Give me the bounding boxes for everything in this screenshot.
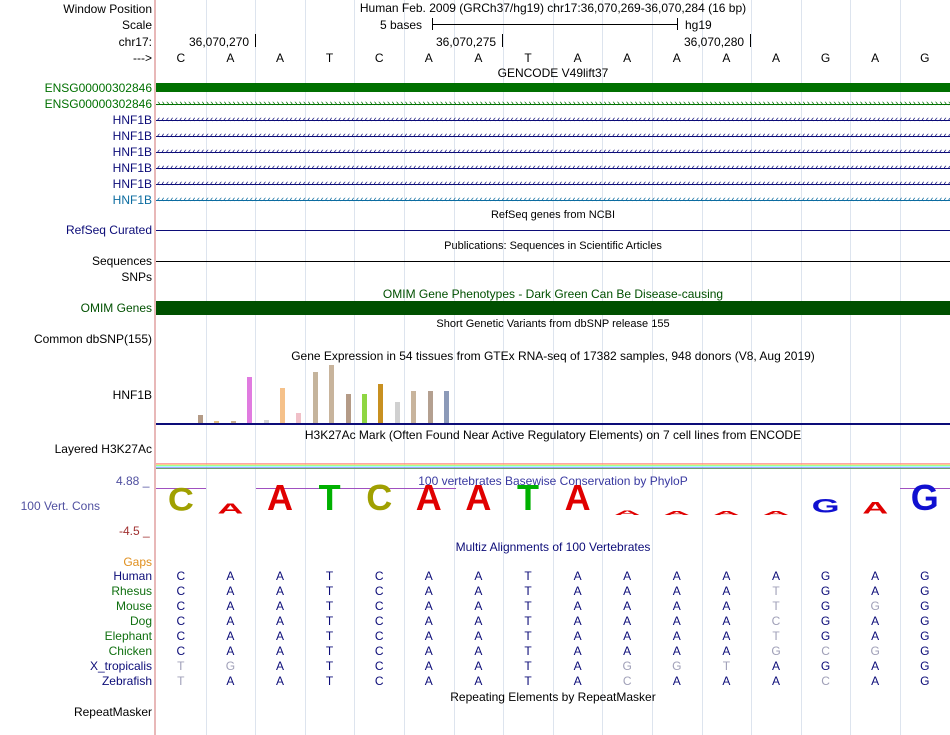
alignment-base: A [275, 614, 284, 628]
conservation-letter[interactable]: G [910, 477, 939, 518]
alignment-base: A [573, 614, 582, 628]
alignment-base: T [524, 674, 532, 688]
alignment-base: A [623, 599, 632, 613]
gaps-label[interactable]: Gaps [123, 555, 152, 569]
alignment-base: A [226, 584, 235, 598]
alignment-base: A [573, 569, 582, 583]
alignment-base: A [226, 644, 235, 658]
base-letter: A [573, 51, 582, 65]
alignment-base: T [524, 659, 532, 673]
alignment-base: A [871, 629, 880, 643]
alignment-base: A [424, 629, 433, 643]
alignment-base: A [275, 569, 284, 583]
h3k27ac-baseline [156, 468, 950, 469]
alignment-base: T [722, 659, 731, 673]
alignment-base: C [374, 674, 384, 688]
ruler-tick [255, 34, 256, 47]
alignment-base: T [524, 614, 532, 628]
alignment-base: A [275, 599, 284, 613]
alignment-base: A [722, 584, 731, 598]
alignment-base: T [325, 584, 334, 598]
conservation-letter[interactable]: G [811, 494, 840, 518]
alignment-base: A [722, 674, 731, 688]
publications-label[interactable]: Sequences [91, 254, 152, 268]
species-label[interactable]: Chicken [108, 644, 152, 658]
alignment-base: G [920, 599, 930, 613]
alignment-base: A [623, 569, 632, 583]
gencode-track-label[interactable]: ENSG00000302846 [44, 97, 152, 111]
alignment-base: T [325, 569, 334, 583]
alignment-base: A [275, 659, 284, 673]
alignment-base: A [871, 584, 880, 598]
alignment-base: A [226, 674, 235, 688]
base-letter: A [226, 51, 235, 65]
alignment-base: A [573, 599, 582, 613]
repeatmasker-label[interactable]: RepeatMasker [73, 705, 152, 719]
snps-label[interactable]: SNPs [121, 270, 152, 284]
conservation-letter[interactable]: A [415, 477, 442, 518]
base-letter: A [771, 51, 780, 65]
base-letter: A [623, 51, 632, 65]
species-label[interactable]: X_tropicalis [89, 659, 152, 673]
alignment-base: A [623, 614, 632, 628]
alignment-base: G [820, 584, 831, 598]
alignment-base: A [226, 569, 235, 583]
alignment-base: G [920, 629, 930, 643]
alignment-base: A [474, 584, 483, 598]
omim-feature[interactable] [156, 301, 950, 315]
alignment-base: G [622, 659, 632, 673]
alignment-base: A [623, 644, 632, 658]
conservation-letter[interactable]: C [366, 477, 393, 518]
alignment-base: A [623, 584, 632, 598]
species-label[interactable]: Elephant [104, 629, 152, 643]
alignment-base: G [771, 644, 781, 658]
alignment-base: G [920, 644, 930, 658]
alignment-base: A [474, 674, 483, 688]
alignment-base: C [374, 644, 384, 658]
alignment-base: A [474, 644, 483, 658]
base-letter: A [722, 51, 731, 65]
alignment-base: T [524, 644, 532, 658]
alignment-base: A [623, 629, 632, 643]
conservation-letter[interactable]: A [862, 498, 889, 517]
alignment-base: A [722, 644, 731, 658]
alignment-base: A [672, 599, 681, 613]
alignment-base: T [524, 569, 532, 583]
base-letter: A [672, 51, 681, 65]
alignment-base: C [374, 614, 384, 628]
base-letter: A [474, 51, 483, 65]
alignment-base: C [374, 584, 384, 598]
alignment-base: A [275, 584, 284, 598]
alignment-base: A [771, 569, 780, 583]
base-letter: T [325, 51, 334, 65]
h3k27ac-title[interactable]: H3K27Ac Mark (Often Found Near Active Regulatory Elements) on 7 cell lines from ENCODE [304, 428, 802, 442]
alignment-base: G [820, 599, 831, 613]
gene-feature[interactable] [156, 148, 950, 157]
conservation-title[interactable]: 100 vertebrates Basewise Conservation by PhyloP [418, 474, 688, 488]
gene-feature[interactable] [156, 196, 950, 205]
window-position-label: Window Position [63, 2, 152, 16]
gtex-chart[interactable] [156, 364, 950, 425]
base-letter: C [374, 51, 384, 65]
gene-feature[interactable] [156, 116, 950, 125]
alignment-base: A [424, 584, 433, 598]
conservation-letter[interactable]: C [167, 480, 194, 518]
gene-feature[interactable] [156, 100, 950, 109]
gtex-bar[interactable] [444, 391, 449, 423]
alignment-base: C [771, 614, 781, 628]
alignment-base: A [275, 629, 284, 643]
conservation-ymax: 4.88 _ [116, 474, 150, 488]
alignment-base: A [474, 629, 483, 643]
gencode-track-label[interactable]: HNF1B [112, 161, 152, 175]
alignment-base: G [225, 659, 236, 673]
alignment-base: C [176, 569, 186, 583]
alignment-base: C [176, 584, 186, 598]
gtex-bar[interactable] [296, 413, 301, 423]
base-letter: G [820, 51, 831, 65]
alignment-base: A [226, 629, 235, 643]
alignment-base: A [871, 569, 880, 583]
gtex-bar[interactable] [329, 365, 334, 423]
base-letter: A [275, 51, 284, 65]
conservation-letter[interactable]: A [217, 500, 244, 517]
refseq-label[interactable]: RefSeq Curated [65, 223, 152, 237]
gtex-bar[interactable] [378, 384, 383, 423]
alignment-base: A [474, 614, 483, 628]
gene-strand-line [156, 120, 950, 121]
ruler-position: 36,070,280 [684, 35, 745, 49]
conservation-letter[interactable]: T [517, 477, 539, 518]
alignment-base: C [374, 599, 384, 613]
gtex-bar[interactable] [264, 420, 269, 423]
conservation-label[interactable]: 100 Vert. Cons [20, 499, 100, 513]
gencode-track-label[interactable]: HNF1B [112, 113, 152, 127]
alignment-base: C [176, 644, 186, 658]
alignment-base: A [474, 569, 483, 583]
gtex-bar[interactable] [214, 421, 219, 423]
gencode-track-label[interactable]: HNF1B [112, 145, 152, 159]
gene-strand-line [156, 200, 950, 201]
dbsnp-label[interactable]: Common dbSNP(155) [33, 332, 152, 346]
omim-label[interactable]: OMIM Genes [80, 301, 152, 315]
alignment-base: A [871, 659, 880, 673]
alignment-base: G [920, 584, 930, 598]
alignment-base: A [424, 599, 433, 613]
alignment-base: T [325, 614, 334, 628]
gtex-bar[interactable] [313, 372, 318, 423]
gene-feature[interactable] [156, 83, 950, 92]
scale-assembly: hg19 [685, 18, 712, 32]
conservation-letter[interactable]: A [564, 477, 591, 518]
conservation-letter[interactable]: A [267, 477, 293, 518]
alignment-base: A [573, 674, 582, 688]
scale-bar [432, 18, 678, 30]
alignment-base: T [524, 629, 532, 643]
alignment-base: A [672, 584, 681, 598]
alignment-base: T [325, 674, 334, 688]
gtex-bar[interactable] [198, 415, 203, 423]
gtex-bar[interactable] [346, 394, 351, 423]
h3k27ac-signal[interactable] [156, 463, 950, 469]
gtex-title[interactable]: Gene Expression in 54 tissues from GTEx RNA-seq of 17382 samples, 948 donors (V8, Aug 2019) [291, 349, 815, 363]
gene-strand-line [156, 152, 950, 153]
gencode-track-label[interactable]: HNF1B [112, 129, 152, 143]
alignment-base: C [176, 599, 186, 613]
alignment-base: G [870, 599, 880, 613]
base-letter: C [176, 51, 186, 65]
alignment-base: C [176, 614, 186, 628]
alignment-base: A [672, 644, 681, 658]
refseq-line[interactable] [156, 230, 950, 231]
alignment-base: C [622, 674, 632, 688]
alignment-base: G [920, 659, 930, 673]
alignment-base: T [524, 584, 532, 598]
alignment-base: T [772, 599, 780, 613]
species-label[interactable]: Human [113, 569, 152, 583]
alignment-base: T [325, 659, 334, 673]
multiz-title[interactable]: Multiz Alignments of 100 Vertebrates [455, 540, 651, 554]
gtex-bar[interactable] [411, 391, 416, 423]
alignment-base: A [424, 614, 433, 628]
window-position-text: Human Feb. 2009 (GRCh37/hg19) chr17:36,070,269-36,070,284 (16 bp) [359, 1, 747, 15]
gtex-bar[interactable] [247, 377, 252, 423]
alignment-base: T [325, 599, 334, 613]
gtex-label[interactable]: HNF1B [112, 388, 152, 402]
alignment-base: A [424, 659, 433, 673]
gene-strand-line [156, 104, 950, 105]
alignment-base: T [325, 644, 334, 658]
publications-line[interactable] [156, 261, 950, 262]
gene-strand-line [156, 136, 950, 137]
alignment-base: G [820, 659, 831, 673]
alignment-base: A [573, 659, 582, 673]
alignment-base: A [573, 629, 582, 643]
base-letter: A [424, 51, 433, 65]
alignment-base: A [424, 674, 433, 688]
alignment-base: T [325, 629, 334, 643]
gencode-track-label[interactable]: HNF1B [112, 177, 152, 191]
alignment-base: T [524, 599, 532, 613]
alignment-base: A [672, 674, 681, 688]
alignment-base: C [374, 659, 384, 673]
alignment-base: A [275, 644, 284, 658]
alignment-base: C [176, 629, 186, 643]
repeatmasker-title[interactable]: Repeating Elements by RepeatMasker [450, 690, 656, 704]
gene-strand-line [156, 168, 950, 169]
strand-arrow-label: ---> [133, 51, 152, 65]
alignment-base: C [374, 569, 384, 583]
publications-title[interactable]: Publications: Sequences in Scientific Articles [444, 240, 662, 252]
alignment-base: A [871, 674, 880, 688]
conservation-letter[interactable]: A [614, 508, 641, 517]
alignment-base: T [772, 629, 780, 643]
alignment-base: C [821, 644, 830, 658]
alignment-base: A [722, 629, 731, 643]
gene-strand-line [156, 184, 950, 185]
alignment-base: A [672, 629, 681, 643]
gencode-track-label[interactable]: ENSG00000302846 [44, 81, 152, 95]
conservation-letter[interactable]: A [465, 477, 492, 518]
alignment-base: G [820, 629, 831, 643]
alignment-base: A [474, 659, 483, 673]
ruler-position: 36,070,270 [189, 35, 250, 49]
alignment-base: G [672, 659, 682, 673]
conservation-letter[interactable]: T [318, 477, 341, 518]
alignment-base: G [920, 674, 930, 688]
alignment-base: G [820, 569, 831, 583]
gtex-bar[interactable] [280, 388, 285, 423]
alignment-base: T [772, 584, 780, 598]
alignment-base: A [672, 614, 681, 628]
alignment-base: A [722, 569, 731, 583]
species-label[interactable]: Mouse [115, 599, 152, 613]
alignment-base: C [374, 629, 384, 643]
base-letter: A [871, 51, 880, 65]
dbsnp-title[interactable]: Short Genetic Variants from dbSNP release 155 [436, 318, 670, 330]
alignment-base: G [870, 644, 880, 658]
base-letter: G [920, 51, 930, 65]
gtex-bar[interactable] [362, 394, 367, 423]
gene-feature[interactable] [156, 132, 950, 141]
alignment-base: A [226, 599, 235, 613]
alignment-base: A [573, 584, 582, 598]
gtex-bar[interactable] [395, 402, 400, 423]
ruler-tick [502, 34, 503, 47]
ruler-tick [750, 34, 751, 47]
alignment-base: G [920, 614, 930, 628]
alignment-base: A [226, 614, 235, 628]
base-letter: T [524, 51, 532, 65]
alignment-base: A [424, 569, 433, 583]
alignment-base: A [722, 614, 731, 628]
gencode-track-label[interactable]: HNF1B [112, 193, 152, 207]
alignment-base: G [920, 569, 930, 583]
alignment-base: T [177, 659, 185, 673]
alignment-base: A [275, 674, 284, 688]
species-label[interactable]: Zebrafish [101, 674, 152, 688]
conservation-letter[interactable]: A [663, 510, 690, 517]
gene-feature[interactable] [156, 180, 950, 189]
alignment-base: A [672, 569, 681, 583]
h3k27ac-label[interactable]: Layered H3K27Ac [54, 442, 152, 456]
alignment-base: A [722, 599, 731, 613]
conservation-logo[interactable] [156, 476, 950, 516]
species-label[interactable]: Dog [129, 614, 152, 628]
ruler-position: 36,070,275 [436, 35, 497, 49]
scale-text: 5 bases [380, 18, 423, 32]
alignment-base: A [871, 614, 880, 628]
alignment-base: A [424, 644, 433, 658]
gtex-bar[interactable] [231, 421, 236, 423]
alignment-base: G [820, 614, 831, 628]
chr-label: chr17: [118, 35, 152, 49]
alignment-base: C [821, 674, 830, 688]
species-label[interactable]: Rhesus [111, 584, 152, 598]
alignment-base: T [177, 674, 185, 688]
refseq-title[interactable]: RefSeq genes from NCBI [490, 209, 616, 221]
conservation-ymin: -4.5 _ [119, 524, 150, 538]
conservation-letter[interactable]: A [713, 510, 740, 517]
gtex-baseline [156, 423, 950, 425]
omim-title[interactable]: OMIM Gene Phenotypes - Dark Green Can Be Disease-causing [382, 287, 724, 301]
gene-feature[interactable] [156, 164, 950, 173]
gtex-bar[interactable] [428, 391, 433, 423]
alignment-base: A [771, 659, 780, 673]
alignment-base: A [474, 599, 483, 613]
conservation-letter[interactable]: A [763, 510, 789, 517]
alignment-base: A [771, 674, 780, 688]
scale-label: Scale [121, 18, 152, 32]
alignment-base: A [573, 644, 582, 658]
gencode-title[interactable]: GENCODE V49lift37 [497, 66, 609, 80]
